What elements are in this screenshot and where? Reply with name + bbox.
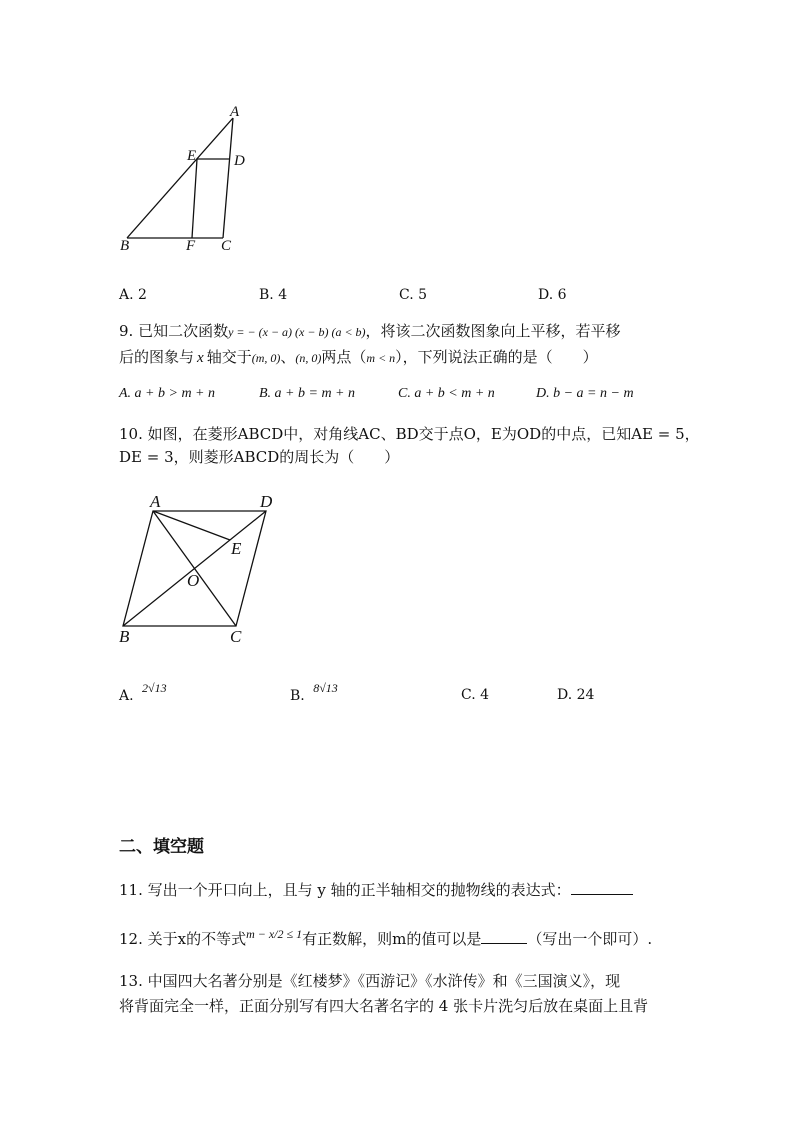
label-B: B [120, 238, 130, 254]
q12-text-b: 有正数解，则m的值可以是 [302, 930, 482, 948]
q8-option-a: A. 2 [119, 287, 147, 303]
q12-text-c: （写出一个即可）. [527, 930, 653, 948]
q10-line2: DE = 3，则菱形ABCD的周长为（ ） [119, 448, 400, 466]
q9-option-d: D. b − a = n − m [536, 386, 634, 401]
segment-AC [223, 118, 233, 238]
label-B: B [119, 627, 130, 646]
segment-AE [153, 511, 230, 540]
q9-option-a: A. a + b > m + n [119, 386, 216, 401]
q10-line1: 10. 如图，在菱形ABCD中，对角线AC、BD交于点O，E为OD的中点，已知AE = 5， [119, 425, 700, 443]
q9-text-b: ，将该二次函数图象向上平移，若平移 [365, 322, 621, 340]
q13-line2: 将背面完全一样，正面分别写有四大名著名字的 4 张卡片洗匀后放在桌面上且背 [119, 997, 649, 1015]
segment-BA [127, 118, 233, 238]
q9-line1 [119, 321, 621, 342]
q12-answer-blank[interactable] [481, 929, 527, 944]
diagonal-BD [123, 511, 266, 626]
label-E: E [187, 148, 197, 164]
q8-option-d: D. 6 [538, 287, 567, 303]
q8-option-b: B. 4 [259, 287, 288, 303]
label-F: F [186, 238, 196, 254]
q9-sep: 、 [280, 348, 296, 366]
q9-point-n: (n, 0) [295, 351, 322, 365]
q9-text-c: 后的图象与 [119, 348, 195, 366]
label-C: C [221, 238, 232, 254]
q9-condition: m < n [366, 351, 396, 365]
label-D: D [234, 153, 245, 169]
q10-option-a: A. 2√13 [119, 681, 167, 704]
q13-line1: 13. 中国四大名著分别是《红楼梦》《西游记》《水浒传》和《三国演义》，现 [119, 972, 621, 990]
q10-option-b: B. 8√13 [290, 681, 338, 704]
label-A: A [230, 104, 240, 120]
q9-function: y = − (x − a) (x − b) (a < b) [228, 325, 366, 339]
q12-line [119, 929, 652, 950]
q10-option-c: C. 4 [461, 687, 490, 703]
q9-option-b: B. a + b = m + n [259, 386, 356, 401]
q12-inequality: m − x/2 ≤ 1 [246, 927, 303, 941]
q9-text-d: 轴交于 [206, 348, 252, 366]
q9-option-c: C. a + b < m + n [398, 386, 495, 401]
label-O: O [187, 571, 200, 590]
q10-option-d: D. 24 [557, 687, 595, 703]
q9-line2 [119, 347, 598, 368]
section-heading: 二、填空题 [119, 837, 204, 857]
label-C: C [230, 627, 242, 646]
q8-option-c: C. 5 [399, 287, 428, 303]
q9-x: x [197, 350, 204, 366]
q10-option-a-value: 2√13 [142, 681, 167, 695]
q9-text-a: 9. 已知二次函数 [119, 322, 229, 340]
q11-line [119, 880, 633, 900]
q11-answer-blank[interactable] [571, 880, 633, 895]
label-A: A [150, 492, 161, 511]
q12-text-a: 12. 关于x的不等式 [119, 930, 247, 948]
label-E: E [231, 539, 242, 558]
q9-text-e: 两点（ [321, 348, 367, 366]
q10-option-b-value: 8√13 [313, 681, 338, 695]
segment-EF [192, 159, 197, 238]
figure-rhombus [110, 488, 290, 648]
figure-triangle-parallelogram [110, 100, 280, 260]
q9-point-m: (m, 0) [251, 351, 281, 365]
q11-text: 11. 写出一个开口向上，且与 y 轴的正半轴相交的抛物线的表达式： [119, 881, 571, 899]
q9-text-f: ），下列说法正确的是（ ） [395, 348, 598, 366]
label-D: D [260, 492, 273, 511]
